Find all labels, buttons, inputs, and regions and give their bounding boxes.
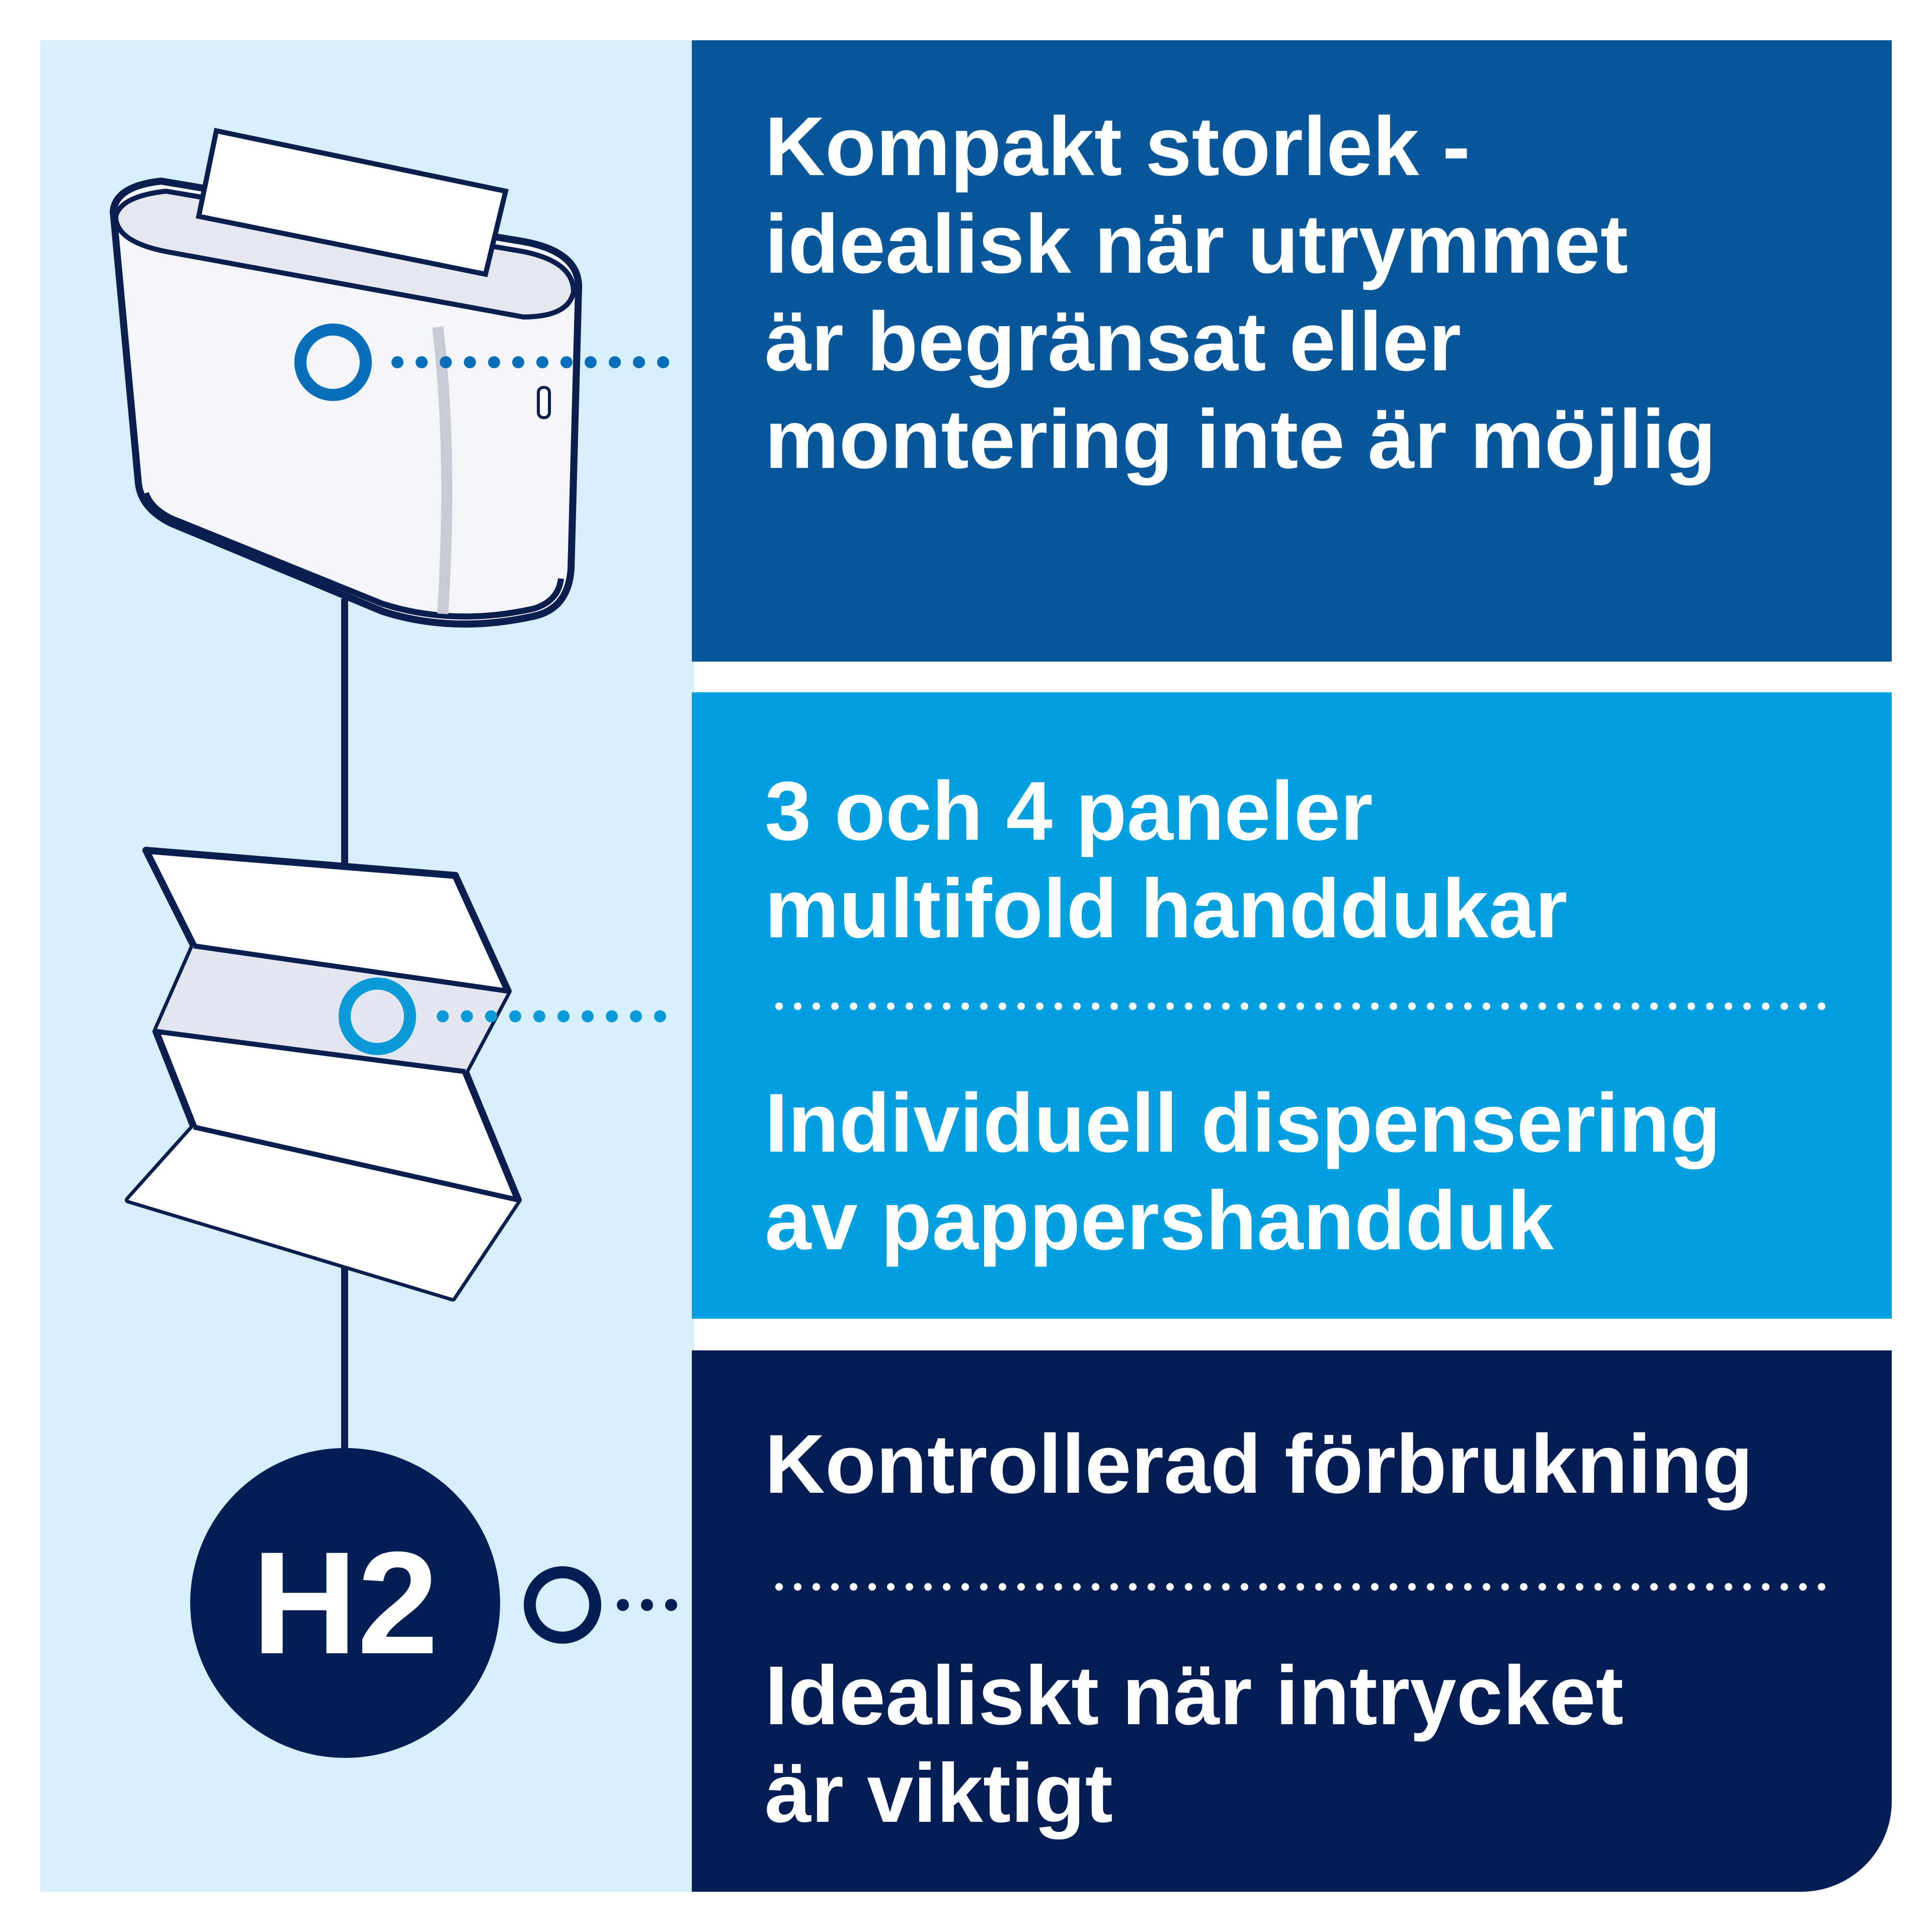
feature-text-individual-dispensing: Individuell dispensering av pappershandduk (765, 1077, 1721, 1267)
h2-badge-label: H2 (252, 1521, 439, 1684)
feature-text-controlled-consumption: Kontrollerad förbrukning (765, 1418, 1753, 1511)
feature-panel-compact (692, 40, 1892, 662)
feature-panel-multifold (692, 692, 1892, 1319)
feature-panel-h2 (692, 1350, 1892, 1892)
h2-badge-circle (190, 1448, 500, 1758)
dotted-divider (770, 1582, 1829, 1592)
dotted-divider (770, 1001, 1829, 1011)
feature-text-multifold: 3 och 4 paneler multifold handdukar (765, 765, 1568, 955)
feature-text-compact-size: Kompakt storlek - idealisk när utrymmet är begränsat eller montering inte är möjlig (765, 100, 1716, 486)
feature-text-ideal-impression: Idealiskt när intrycket är viktigt (765, 1649, 1624, 1840)
dotted-connector-3 (617, 1599, 677, 1611)
